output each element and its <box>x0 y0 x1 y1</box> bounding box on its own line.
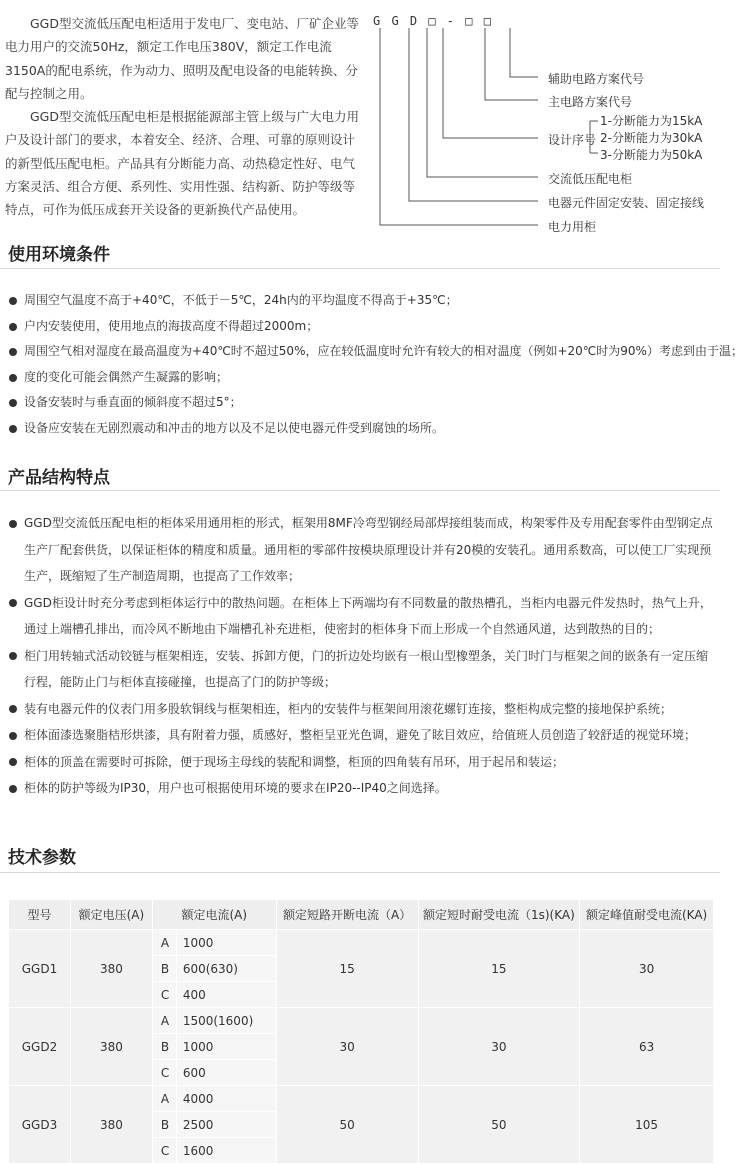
cell-peak: 30 <box>580 930 714 1008</box>
cell-withstand: 30 <box>418 1008 580 1086</box>
label-fixed-install: 电器元件固定安装、固定接线 <box>548 196 705 210</box>
cell-current-letter: C <box>152 1138 176 1164</box>
intro-paragraph-2: GGD型交流低压配电柜是根据能源部主管上级与广大电力用户及设计部门的要求，本着安全、经济、合理、可靠的原则设计的新型低压配电柜。产品具有分断能力高、动热稳定性好、电气方案灵活、组合方便、系列性、实用性强、结构新、防护等级等特点，可作为低压成套开关设备的更新换代产品使用。 <box>5 109 359 218</box>
cell-current-letter: A <box>152 930 176 956</box>
list-item: 柜体面漆选聚脂桔形烘漆，具有附着力强，质感好，整柜呈亚光色调，避免了眩目效应，给值班人员创造了较舒适的视觉环境； <box>8 722 714 749</box>
intro-text <box>5 12 360 222</box>
header-withstand-current: 额定短时耐受电流（1s)(KA) <box>418 900 580 930</box>
list-item: 柜体的防护等级为IP30，用户也可根据使用环境的要求在IP20--IP40之间选择。 <box>8 775 714 802</box>
label-option-2: 2-分断能力为30kA <box>600 131 703 145</box>
cell-current-letter: C <box>152 982 176 1008</box>
label-option-1: 1-分断能力为15kA <box>600 114 703 128</box>
cell-current-value: 600(630) <box>176 956 276 982</box>
cell-withstand: 50 <box>418 1086 580 1164</box>
section-divider-environment <box>0 268 720 269</box>
list-item: GGD型交流低压配电柜的柜体采用通用柜的形式，框架用8MF冷弯型钢经局部焊接组装而成，构架零件及专用配套零件由型钢定点生产厂配套供货，以保证柜体的精度和质量。通用柜的零部件按模块原理设计并有20模的安装孔。通用系数高，可以使工厂实现预生产，既缩短了生产制造周期，也提高了工作效率； <box>8 510 714 590</box>
list-item: 周围空气温度不高于+40℃，不低于－5℃，24h内的平均温度不得高于+35℃； <box>8 288 714 314</box>
cell-current-value: 400 <box>176 982 276 1008</box>
cell-current-value: 1000 <box>176 1034 276 1060</box>
model-code-letters: G G D □ - □ □ <box>373 14 493 28</box>
cell-current-letter: A <box>152 1086 176 1112</box>
cell-peak: 105 <box>580 1086 714 1164</box>
table-row <box>9 930 714 956</box>
list-item: 柜体的顶盖在需要时可拆除，便于现场主母线的装配和调整，柜顶的四角装有吊环，用于起吊和装运； <box>8 749 714 776</box>
header-peak-current: 额定峰值耐受电流(KA) <box>580 900 714 930</box>
cell-model: GGD1 <box>9 930 71 1008</box>
label-design-number: 设计序号 <box>548 133 597 147</box>
structure-list <box>8 510 714 802</box>
list-item: GGD柜设计时充分考虑到柜体运行中的散热问题。在柜体上下两端均有不同数量的散热槽孔，当柜内电器元件发热时，热气上升，通过上端槽孔排出，而冷风不断地由下端槽孔补充进柜，使密封的柜体身下而上形成一个自然通风道，达到散热的目的； <box>8 590 714 643</box>
header-voltage: 额定电压(A) <box>70 900 152 930</box>
cell-model: GGD2 <box>9 1008 71 1086</box>
section-divider-structure <box>0 490 720 491</box>
section-title-params: 技术参数 <box>8 848 76 868</box>
cell-withstand: 15 <box>418 930 580 1008</box>
label-aux-circuit-code: 辅助电路方案代号 <box>548 72 645 86</box>
section-title-structure: 产品结构特点 <box>8 468 110 488</box>
cell-current-letter: B <box>152 1034 176 1060</box>
environment-list <box>8 288 743 441</box>
list-item: 柜门用转轴式活动铰链与框架相连，安装、拆卸方便，门的折边处均嵌有一根山型橡塑条，关门时门与框架之间的嵌条有一定压缩行程，能防止门与柜体直接碰撞，也提高了门的防护等级； <box>8 643 714 696</box>
cell-break: 50 <box>276 1086 418 1164</box>
cell-current-letter: A <box>152 1008 176 1034</box>
header-model: 型号 <box>9 900 71 930</box>
cell-current-value: 2500 <box>176 1112 276 1138</box>
cell-break: 30 <box>276 1008 418 1086</box>
header-break-current: 额定短路开断电流（A） <box>276 900 418 930</box>
label-main-circuit-code: 主电路方案代号 <box>548 95 633 109</box>
model-code-diagram <box>368 8 720 240</box>
cell-model: GGD3 <box>9 1086 71 1164</box>
list-item: 户内安装使用，使用地点的海拔高度不得超过2000m； <box>8 314 714 340</box>
intro-paragraph-1: GGD型交流低压配电柜适用于发电厂、变电站、厂矿企业等电力用户的交流50Hz，额定工作电压380V，额定工作电流3150A的配电系统，作为动力、照明及配电设备的电能转换、分配与控制之用。 <box>5 16 359 101</box>
section-title-environment: 使用环境条件 <box>8 245 110 265</box>
table-row <box>9 1008 714 1034</box>
cell-current-value: 1600 <box>176 1138 276 1164</box>
cell-voltage: 380 <box>70 930 152 1008</box>
label-power-cabinet: 电力用柜 <box>548 220 597 234</box>
cell-current-letter: B <box>152 956 176 982</box>
cell-current-letter: C <box>152 1060 176 1086</box>
cell-current-value: 600 <box>176 1060 276 1086</box>
section-divider-params <box>0 872 720 873</box>
list-item: 设备安装时与垂直面的倾斜度不超过5°； <box>8 390 714 416</box>
cell-current-letter: B <box>152 1112 176 1138</box>
cell-voltage: 380 <box>70 1008 152 1086</box>
cell-break: 15 <box>276 930 418 1008</box>
table-header-row <box>9 900 714 930</box>
table-row <box>9 1086 714 1112</box>
list-item: 装有电器元件的仪表门用多股软铜线与框架相连，柜内的安装件与框架间用滚花螺钉连接，整柜构成完整的接地保护系统； <box>8 696 714 723</box>
label-ac-lv-cabinet: 交流低压配电柜 <box>548 172 633 186</box>
list-item: 度的变化可能会偶然产生凝露的影响； <box>8 365 714 391</box>
header-current: 额定电流(A) <box>152 900 276 930</box>
cell-peak: 63 <box>580 1008 714 1086</box>
list-item: 周围空气相对湿度在最高温度为+40℃时不超过50%，应在较低温度时允许有较大的相对温度（例如+20℃时为90%）考虑到由于温； <box>8 339 714 365</box>
params-table <box>8 899 714 1164</box>
cell-current-value: 1500(1600) <box>176 1008 276 1034</box>
list-item: 设备应安装在无剧烈震动和冲击的地方以及不足以使电器元件受到腐蚀的场所。 <box>8 416 714 442</box>
label-option-3: 3-分断能力为50kA <box>600 148 703 162</box>
cell-voltage: 380 <box>70 1086 152 1164</box>
cell-current-value: 4000 <box>176 1086 276 1112</box>
cell-current-value: 1000 <box>176 930 276 956</box>
